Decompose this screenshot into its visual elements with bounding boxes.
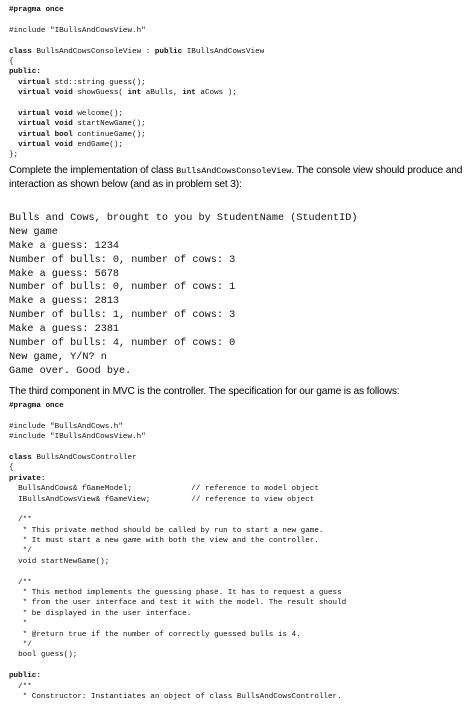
code-view-line [9,5,264,15]
code-token: #include "IBullsAndCowsView.h" [9,26,146,35]
code-view-line [9,119,264,129]
code-token: virtual void [18,89,73,98]
code-token: * This method implements the guessing phase. It has to request a guess [9,589,342,598]
code-token [9,131,18,139]
instruction-text-start: Complete the implementation of class [9,165,177,176]
code-token: #include "BullsAndCows.h" [9,422,123,431]
console-output-sample [9,212,357,379]
instruction-text-end: . The console view should produce and interaction as shown below (and as in problem set 3): [9,165,463,190]
code-token: bool guess(); [9,651,78,660]
code-controller-line [9,671,346,681]
code-token [9,120,18,128]
code-token: public [154,47,183,56]
code-controller-line [9,630,346,640]
console-line: Number of bulls: 0, number of cows: 1 [9,282,236,294]
code-controller-line [9,588,346,598]
console-line: Number of bulls: 0, number of cows: 3 [9,254,236,266]
code-controller-line [9,484,346,494]
code-token: #include "IBullsAndCowsView.h" [9,433,146,442]
code-view-line [9,150,264,160]
code-view-line [9,99,264,109]
code-controller-line [9,505,346,515]
code-token: class [9,47,32,56]
code-controller-line [9,432,346,442]
code-controller-line [9,536,346,546]
code-token: /** [9,516,32,525]
code-token: aCows ); [195,89,237,98]
code-token: * be displayed in the user interface. [9,609,192,618]
code-token: welcome(); [72,109,123,118]
code-controller-line [9,526,346,536]
code-controller-line [9,546,346,556]
console-line: New game, Y/N? n [9,351,107,363]
console-line: Bulls and Cows, brought to you by StudentName (StudentID) [9,213,358,224]
code-controller-line [9,692,346,702]
code-token: virtual void [18,141,73,150]
code-token: /** [9,682,32,691]
code-controller-line [9,640,346,650]
mvc-intro-paragraph: The third component in MVC is the controller. The specification for our game is as follows: [9,386,400,397]
code-token: int [182,89,196,98]
code-view-line [9,78,264,88]
console-line: Number of bulls: 4, number of cows: 0 [9,338,236,350]
code-controller-line [9,463,346,473]
instruction-paragraph [9,164,464,191]
code-token: * It must start a new game with both the view and the controller. [9,537,319,546]
code-token: BullsAndCowsController [31,453,137,462]
code-block-console-view [9,5,264,161]
code-token: showGuess( [72,89,128,98]
code-token: public: [9,68,41,77]
code-token: std::string guess(); [50,78,146,87]
code-token: }; [9,151,19,160]
code-token: * This private method should be called by run to start a new game. [9,526,324,535]
code-token [9,141,18,149]
code-token: */ [9,640,32,649]
console-line: Make a guess: 2381 [9,324,120,336]
code-view-line [9,67,264,77]
code-view-line [9,47,264,57]
code-token: virtual [18,78,51,87]
code-controller-line [9,474,346,484]
code-token: /** [9,578,32,587]
code-controller-line [9,422,346,432]
console-line: Make a guess: 1234 [9,240,120,252]
console-line: Game over. Good bye. [9,365,132,377]
code-token: BullsAndCows& fGameModel; // reference to model object [9,485,319,494]
code-token: continueGame(); [72,130,146,139]
code-token: * Constructor: Instantiates an object of class BullsAndCowsController. [9,692,342,701]
console-line: Number of bulls: 1, number of cows: 3 [9,310,236,322]
code-controller-line [9,598,346,608]
code-token: * from the user interface and test it with the model. The result should [9,599,347,608]
code-controller-line [9,650,346,660]
console-line: New game [9,226,58,238]
code-token: { [9,57,14,66]
code-view-line [9,88,264,98]
code-token: endGame(); [72,141,123,150]
code-token: BullsAndCowsConsoleView : [31,47,155,56]
code-view-line [9,26,264,36]
code-token: * [9,620,28,629]
code-controller-line [9,619,346,629]
code-token: private: [9,474,46,483]
code-token: int [127,89,142,98]
code-controller-line [9,609,346,619]
code-token: startNewGame(); [72,120,146,129]
code-view-line [9,57,264,67]
code-view-line [9,130,264,140]
code-controller-line [9,578,346,588]
code-controller-line [9,495,346,505]
code-token: aBulls, [141,89,183,98]
code-token: #pragma once [9,6,64,14]
code-token [9,79,18,87]
code-controller-line [9,401,346,411]
code-view-line [9,109,264,119]
code-token: virtual bool [18,130,73,139]
code-token: virtual void [18,120,73,129]
code-token: * @return true if the number of correctly guessed bulls is 4. [9,630,301,639]
class-name-inline-code: BullsAndCowsConsoleView [176,166,292,176]
code-controller-line [9,682,346,692]
code-token: void startNewGame(); [9,557,110,566]
code-controller-line [9,443,346,453]
code-view-line [9,140,264,150]
code-token: IBullsAndCowsView& fGameView; // reference to view object [9,495,315,504]
console-line: Make a guess: 2813 [9,296,120,308]
code-view-line [9,15,264,25]
code-controller-line [9,567,346,577]
code-token: #pragma once [9,402,64,410]
code-token: */ [9,547,32,556]
code-token: { [9,464,14,473]
code-controller-line [9,453,346,463]
code-token: virtual void [18,109,73,118]
code-block-controller [9,401,346,702]
code-controller-line [9,411,346,421]
code-controller-line [9,557,346,567]
code-view-line [9,36,264,46]
code-controller-line [9,515,346,525]
code-token: public: [9,672,41,681]
code-token: class [9,453,32,462]
code-token [9,110,18,118]
code-token: IBullsAndCowsView [182,47,265,56]
code-token [9,89,18,97]
console-line: Make a guess: 5678 [9,268,120,280]
code-controller-line [9,661,346,671]
